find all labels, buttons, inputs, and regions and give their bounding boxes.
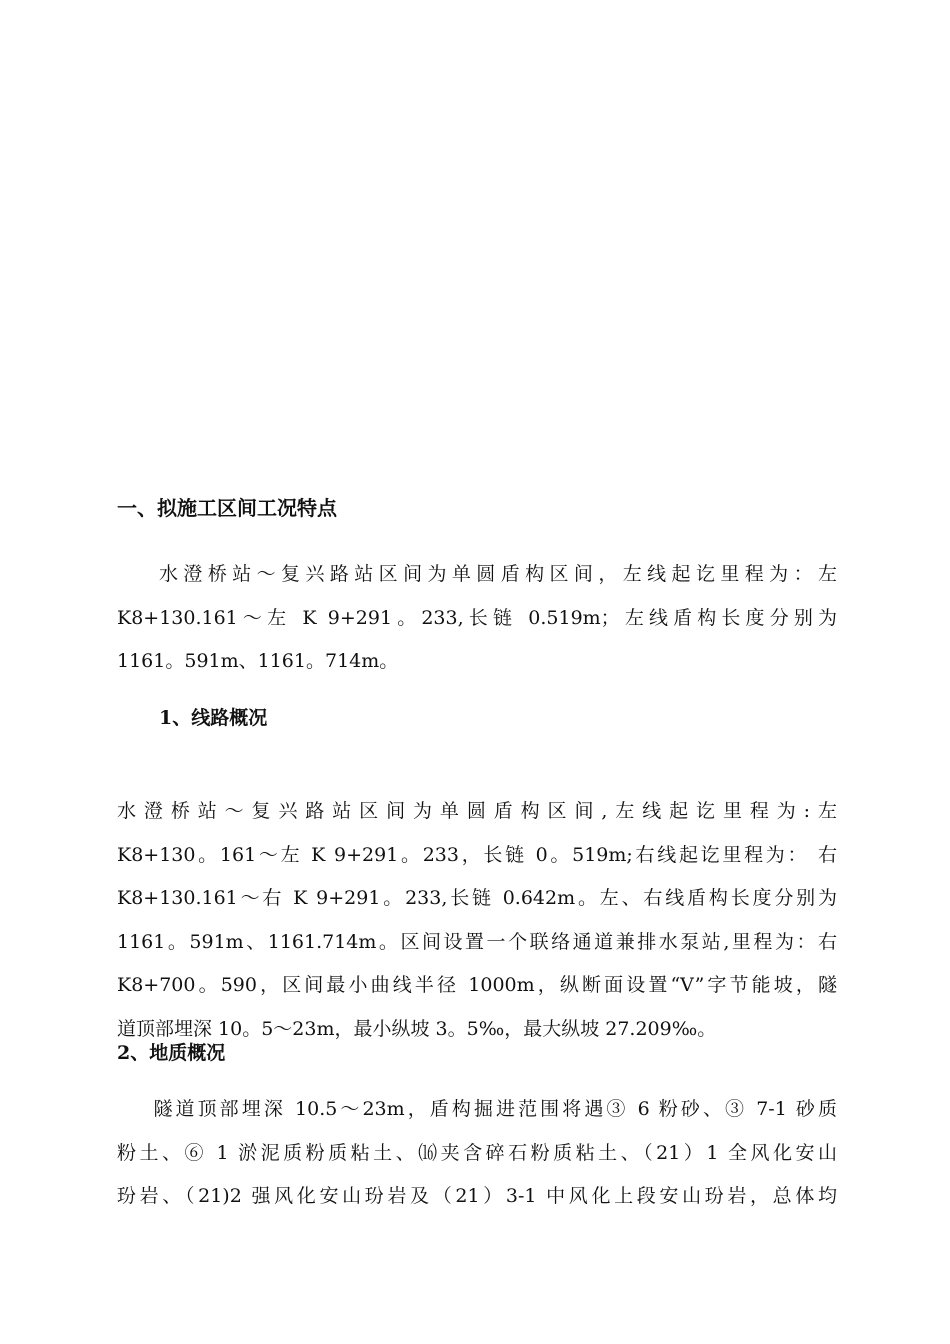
geology-paragraph <box>117 1088 837 1219</box>
geology-section-title: 2、地质概况 <box>117 1042 226 1064</box>
route-line: K8+130。161～左 K 9+291。233，长链 0。519m;右线起讫里程为： 右 <box>117 843 837 866</box>
intro-paragraph <box>117 553 837 684</box>
route-line: 水澄桥站～复兴路站区间为单圆盾构区间,左线起讫里程为:左 <box>117 800 837 822</box>
route-line: K8+130.161～右 K 9+291。233,长链 0.642m。左、右线盾构长度分别为 <box>117 887 837 909</box>
geology-line: 玢岩、（21)2 强风化安山玢岩及（21）3-1 中风化上段安山玢岩，总体均 <box>117 1185 837 1207</box>
intro-line: 1161。591m、1161。714m。 <box>117 650 399 672</box>
route-paragraph <box>117 790 837 1051</box>
route-section-title: 1、线路概况 <box>159 707 268 729</box>
route-line: 道顶部埋深 10。5～23m，最小纵坡 3。5‰，最大纵坡 27.209‰。 <box>117 1017 717 1040</box>
intro-line: K8+130.161～左 K 9+291。233,长链 0.519m；左线盾构长度分别为 <box>117 606 837 629</box>
geology-line: 粉土、⑥ 1 淤泥质粉质粘土、⒃夹含碎石粉质粘土、（21）1 全风化安山 <box>117 1141 837 1164</box>
geology-line: 隧道顶部埋深 10.5～23m，盾构掘进范围将遇③ 6 粉砂、③ 7-1 砂质 <box>117 1098 837 1120</box>
section-heading: 一、拟施工区间工况特点 <box>117 496 337 520</box>
route-line: 1161。591m、1161.714m。区间设置一个联络通道兼排水泵站,里程为：右 <box>117 930 837 953</box>
route-line: K8+700。590，区间最小曲线半径 1000m，纵断面设置“V”字节能坡，隧 <box>117 974 837 996</box>
intro-line: 水澄桥站～复兴路站区间为单圆盾构区间，左线起讫里程为：左 <box>159 563 837 585</box>
